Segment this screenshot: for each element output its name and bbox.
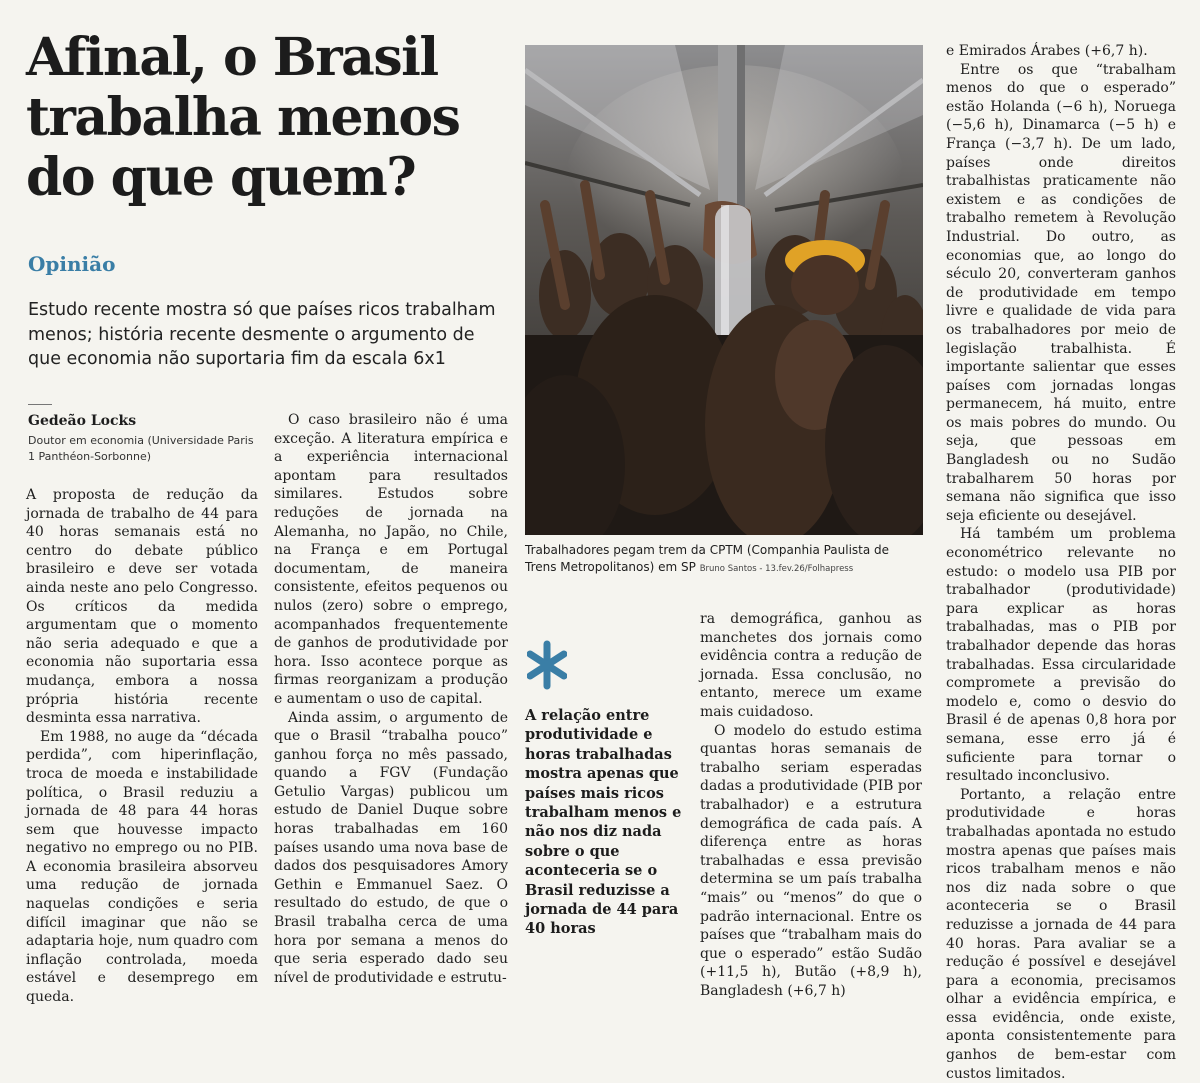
subheadline: Estudo recente mostra só que países ricos trabalham menos; história recente desmente o argumento de que economia não suportaria fim da escala 6x1 bbox=[28, 300, 496, 369]
paragraph: Entre os que “trabalham menos do que o esperado” estão Holanda (−6 h), Noruega (−5,6 h), Dinamarca (−5 h) e França (−3,7 h). De um lado, países onde direitos trabalhistas praticamente não existem e as condições de trabalho remetem à Revolução Industrial. Do outro, as economias que, ao longo do século 20, converteram ganhos de produtividade em tempo livre e qualidade de vida para os trabalhadores por meio de legislação trabalhista. É importante salientar que esses países com jornadas longas permanecem, há muito, entre os mais pobres do mundo. Ou seja, que pessoas em Bangladesh ou no Sudão trabalharem 50 horas por semana não significa que isso seja eficiente ou desejável. bbox=[946, 61, 1176, 524]
headline: Afinal, o Brasil trabalha menos do que quem? bbox=[26, 27, 460, 208]
paragraph: e Emirados Árabes (+6,7 h). bbox=[946, 43, 1148, 59]
paragraph: Há também um problema econométrico relevante no estudo: o modelo usa PIB por trabalhador (produtividade) para explicar as horas trabalhadas, mas o PIB por trabalhador depende das horas trabalhadas. Essa circularidade compromete a previsão do modelo e, como o desvio do Brasil é de apenas 0,8 hora por semana, esse erro já é suficiente para tornar o resultado inconclusivo. bbox=[946, 526, 1176, 785]
caption-text: Trabalhadores pegam trem da CPTM (Companhia Paulista de Trens Metropolitanos) em SP bbox=[525, 543, 890, 574]
paragraph: Ainda assim, o argumento de que o Brasil “trabalha pouco” ganhou força no mês passado, quando a FGV (Fundação Getulio Vargas) publicou um estudo de Daniel Duque sobre horas trabalhadas em 160 países usando uma nova base de dados dos pesquisadores Amory Gethin e Emmanuel Saez. O resultado do estudo, de que o Brasil trabalha cerca de uma hora por semana a menos do que seria esperado dado seu nível de produtividade e estrutu- bbox=[274, 709, 508, 986]
section-kicker: Opinião bbox=[28, 252, 116, 276]
pull-quote: A relação entre produtividade e horas trabalhadas mostra apenas que países mais ricos trabalham menos e não nos diz nada sobre o que aconteceria se o Brasil reduzisse a jornada de 44 para 40 horas bbox=[525, 707, 682, 938]
paragraph: Portanto, a relação entre produtividade e horas trabalhadas apontada no estudo mostra apenas que países mais ricos trabalham menos e não nos diz nada sobre o que aconteceria se o Brasil reduzisse a jornada de 44 para 40 horas. Para avaliar se a redução é possível e desejável para a economia, precisamos olhar a evidência empírica, e essa evidência, onde existe, aponta consistentemente para ganhos de bem-estar com custos limitados. bbox=[946, 786, 1176, 1082]
article-column-4 bbox=[946, 42, 1176, 1083]
paragraph: O modelo do estudo estima quantas horas semanais de trabalho seriam esperadas dadas a produtividade (PIB por trabalhador) e a estrutura demográfica de cada país. A diferença entre as horas trabalhadas e essa previsão determina se um país trabalha “mais” ou “menos” do que o padrão internacional. Entre os países que “trabalham mais do que o esperado” estão Sudão (+11,5 h), Butão (+8,9 h), Bangladesh (+6,7 h) bbox=[700, 722, 922, 999]
paragraph: A proposta de redução da jornada de trabalho de 44 para 40 horas semanais está no centro do debate público brasileiro e deve ser votada ainda neste ano pelo Congresso. Os críticos da medida argumentam que o momento não seria adequado e que a economia não suportaria essa mudança, embora a nossa própria história recente desminta essa narrativa. bbox=[26, 487, 258, 727]
paragraph: ra demográfica, ganhou as manchetes dos jornais como evidência contra a redução de jornada. Essa conclusão, no entanto, merece um exame mais cuidadoso. bbox=[700, 611, 922, 720]
paragraph: Em 1988, no auge da “década perdida”, com hiperinflação, troca de moeda e instabilidade política, o Brasil reduziu a jornada de 48 para 44 horas sem que houvesse impacto negativo no emprego ou no PIB. A economia brasileira absorveu uma redução de jornada naquelas condições e seria difícil imaginar que não se adaptaria hoje, num quadro com inflação controlada, moeda estável e desemprego em queda. bbox=[26, 728, 258, 1006]
crowded-train-photo bbox=[525, 45, 923, 535]
author-name: Gedeão Locks bbox=[28, 413, 137, 429]
article-column-1 bbox=[26, 486, 258, 1007]
article-column-2 bbox=[274, 411, 508, 987]
paragraph: O caso brasileiro não é uma exceção. A literatura empírica e a experiência internacional apontam para resultados similares. Estudos sobre reduções de jornada na Alemanha, no Japão, no Chile, na França e em Portugal documentam, de maneira consistente, efeitos pequenos ou nulos (zero) sobre o emprego, acompanhados frequentemente de ganhos de produtividade por hora. Isso acontece porque as firmas reorganizam a produção e aumentam o uso de capital. bbox=[274, 412, 508, 707]
asterisk-icon bbox=[527, 638, 567, 692]
author-divider bbox=[28, 404, 52, 405]
photo-caption bbox=[525, 542, 923, 578]
article-column-3 bbox=[700, 610, 922, 1000]
photo-credit: Bruno Santos - 13.fev.26/Folhapress bbox=[699, 564, 854, 574]
author-credentials: Doutor em economia (Universidade Paris 1 Panthéon-Sorbonne) bbox=[28, 434, 254, 463]
photo-illustration bbox=[525, 45, 923, 535]
